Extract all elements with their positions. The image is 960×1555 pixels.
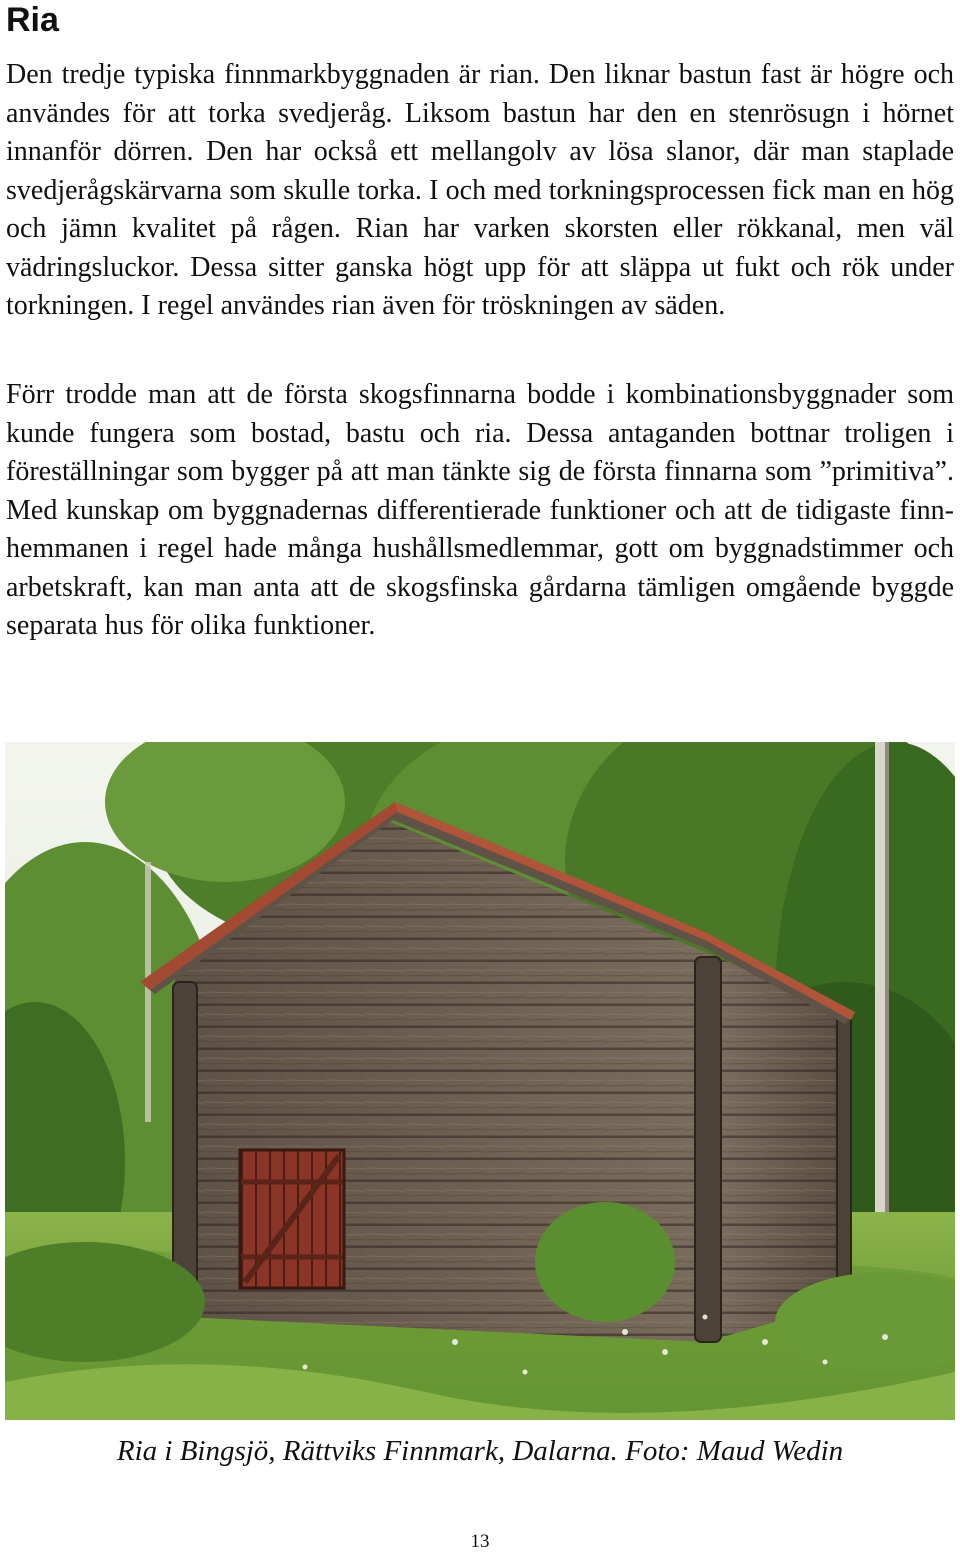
page-number: 13 <box>470 1531 490 1552</box>
photo-log-barn <box>5 742 955 1420</box>
photo-caption: Ria i Bingsjö, Rättviks Finnmark, Dalarna. Foto: Maud Wedin <box>116 1435 844 1467</box>
body-paragraph-2: Förr trodde man att de första skogsfinnarna bodde i kombinationsbyggnader som kunde fungera som bostad, bastu och ria. Dessa antaganden bottnar troligen i föreställningar som bygger på att man tänkte sig de första finnarna som ”primitiva”. Med kunskap om byggnadernas differentierade funktioner och att de tidigaste finnhemmanen i regel hade många hushållsmedlemmar, gott om byggnadstimmer och arbetskraft, kan man anta att de skogsfinska gårdarna tämligen omgående byggde separata hus för olika funktioner. <box>6 379 954 641</box>
page-title: Ria <box>6 1 59 39</box>
body-paragraph-1: Den tredje typiska finnmarkbyggnaden är rian. Den liknar bastun fast är högre och användes för att torka svedjeråg. Liksom bastun har den en stenrösugn i hörnet innanför dörren. Den har också ett mellangolv av lösa slanor, där man staplade svedjerågskärvarna som skulle torka. I och med torkningsprocessen fick man en hög och jämn kvalitet på rågen. Rian har varken skorsten eller rökkanal, men väl vädringsluckor. Dessa sitter ganska högt upp för att släppa ut fukt och rök under torkningen. I regel användes rian även för tröskningen av säden. <box>6 59 954 321</box>
